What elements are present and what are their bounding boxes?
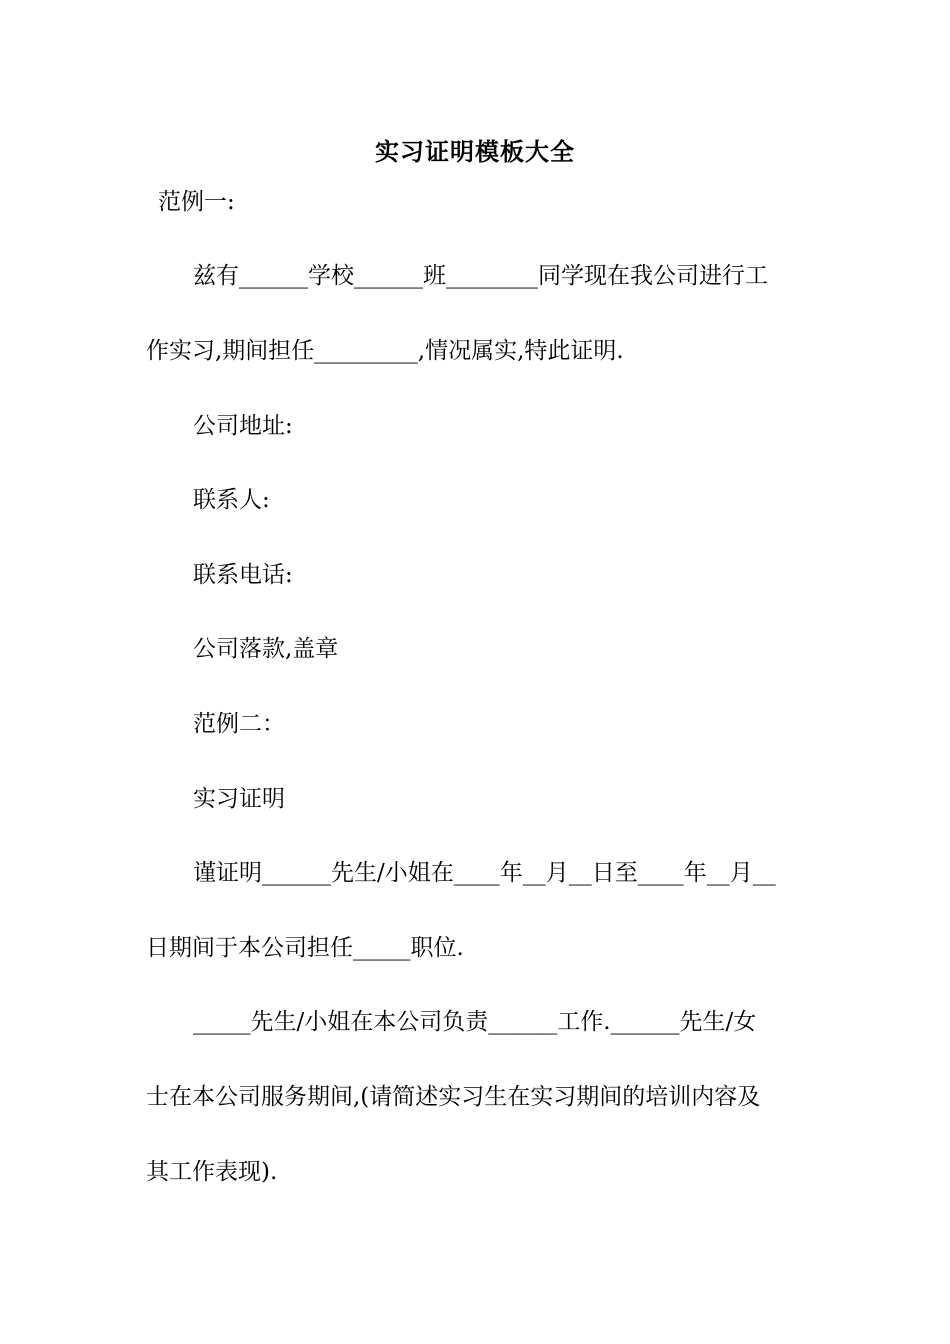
- document-title: 实习证明模板大全: [375, 137, 575, 166]
- paragraph-line: 日期间于本公司担任_____职位.: [146, 935, 464, 961]
- contact-phone-label: 联系电话:: [193, 562, 293, 588]
- company-address-label: 公司地址:: [193, 413, 293, 439]
- paragraph-line: _____先生/小姐在本公司负责______工作.______先生/女: [193, 1009, 757, 1035]
- paragraph-line: 谨证明______先生/小姐在____年__月__日至____年__月__: [193, 860, 776, 886]
- paragraph-line: 作实习,期间担任_________,情况属实,特此证明.: [146, 338, 624, 364]
- company-signature-line: 公司落款,盖章: [193, 636, 339, 662]
- example-one-heading: 范例一:: [158, 189, 235, 215]
- paragraph-line: 士在本公司服务期间,(请简述实习生在实习期间的培训内容及: [146, 1084, 761, 1110]
- certificate-heading: 实习证明: [193, 786, 285, 812]
- contact-person-label: 联系人:: [193, 487, 270, 513]
- paragraph-line: 其工作表现).: [146, 1159, 278, 1185]
- example-two-heading: 范例二：: [193, 711, 285, 737]
- paragraph-line: 兹有______学校______班________同学现在我公司进行工: [193, 263, 768, 289]
